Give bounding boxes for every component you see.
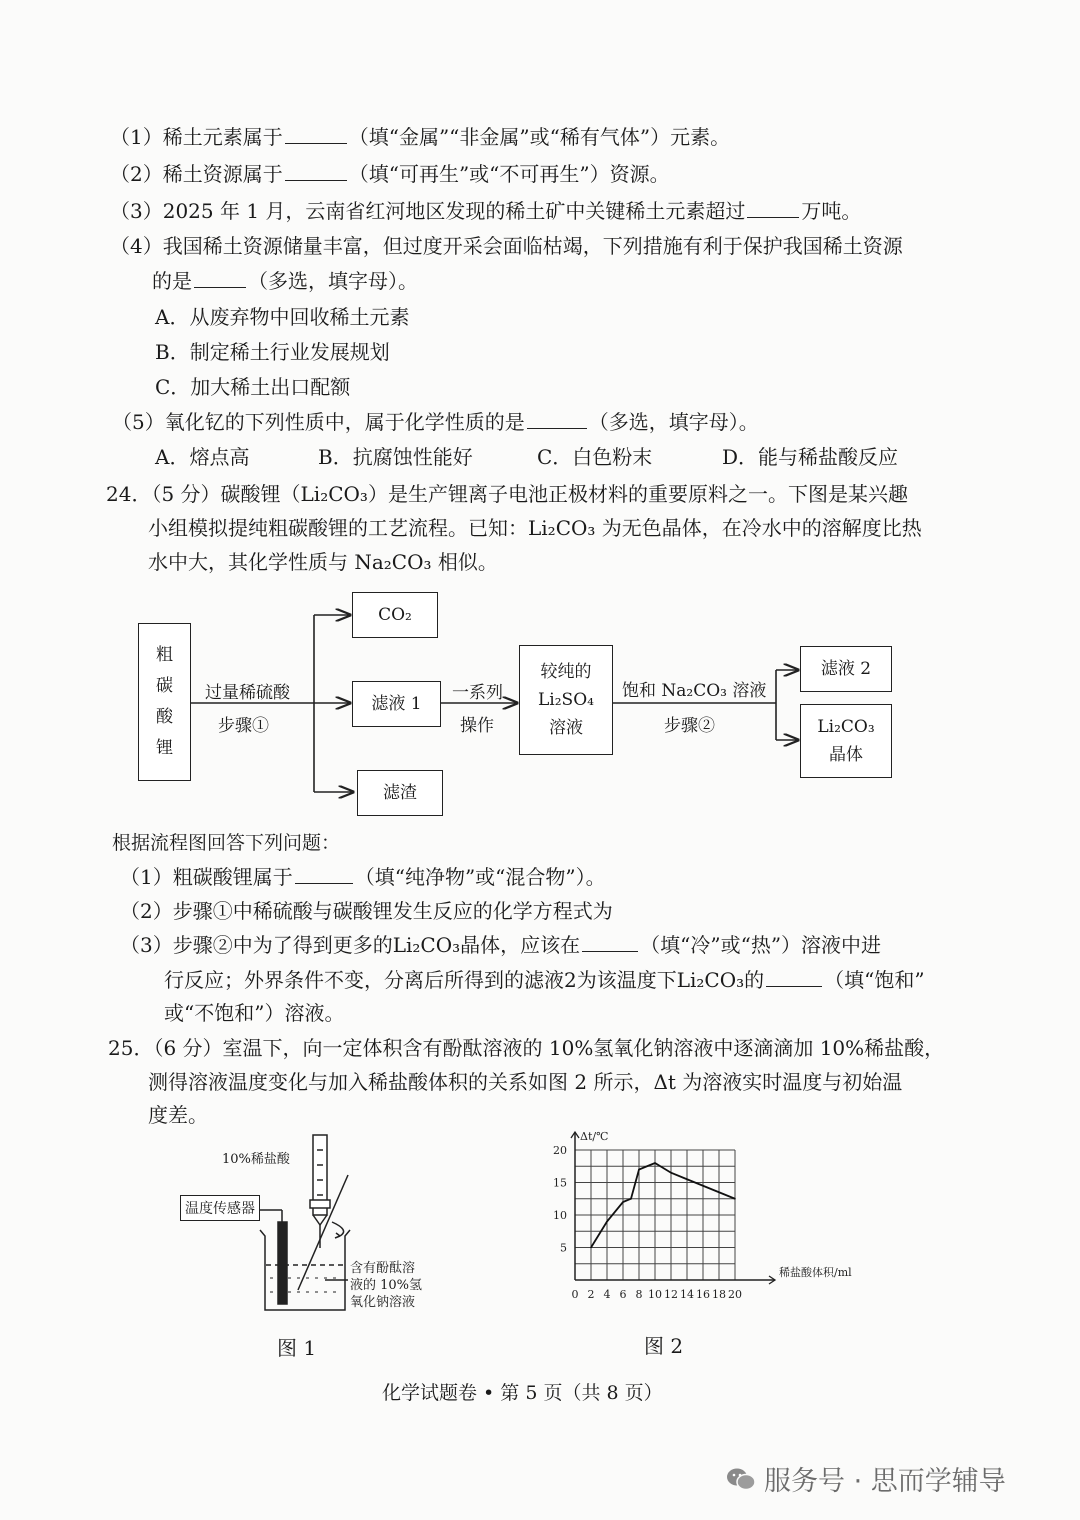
data-point: [638, 1169, 640, 1171]
data-point: [630, 1198, 632, 1200]
q23-part5-option-d: D．能与稀盐酸反应: [722, 445, 899, 469]
x-tick-label: 10: [648, 1288, 662, 1301]
temperature-series-line: [591, 1163, 735, 1248]
data-point: [734, 1198, 736, 1200]
q23-part1: （1）稀土元素属于 （填“金属”“非金属”或“稀有气体”）元素。: [110, 125, 731, 149]
q23-part4: （4）我国稀土资源储量丰富，但过度开采会面临枯竭，下列措施有利于保护我国稀土资源: [110, 234, 903, 258]
q23-part3: （3）2025 年 1 月，云南省红河地区发现的稀土矿中关键稀土元素超过 万吨。: [110, 199, 862, 223]
q24-stem-line3: 水中大，其化学性质与 Na₂CO₃ 相似。: [148, 550, 498, 574]
x-axis-label: 稀盐酸体积/ml: [779, 1266, 852, 1279]
li2so4-box: 较纯的 Li₂SO₄ 溶液: [519, 645, 613, 755]
data-point: [670, 1172, 672, 1174]
residue-box: 滤渣: [357, 770, 443, 816]
watermark: 服务号 · 思而学辅导: [726, 1459, 1006, 1499]
y-tick-label: 15: [553, 1176, 567, 1190]
y-tick-label: 10: [553, 1209, 567, 1222]
data-point: [622, 1201, 624, 1203]
q24-stem-line1: 24．（5 分）碳酸锂（Li₂CO₃）是生产锂离子电池正极材料的重要原料之一。下图是某兴趣: [106, 482, 908, 506]
data-point: [606, 1221, 608, 1223]
step2-label: 步骤②: [664, 716, 715, 736]
q24-sub3-line2: 行反应；外界条件不变，分离后所得到的滤液2为该温度下Li₂CO₃的 （填“饱和”: [164, 968, 925, 992]
data-point: [646, 1165, 648, 1167]
q23-part5: （5）氧化钇的下列性质中，属于化学性质的是 （多选，填字母）。: [112, 410, 759, 434]
q23-part2: （2）稀土资源属于 （填“可再生”或“不可再生”）资源。: [110, 162, 670, 186]
x-tick-label: 0: [571, 1288, 579, 1301]
x-tick-label: 12: [664, 1288, 678, 1301]
data-point: [654, 1162, 656, 1164]
q24-stem-line2: 小组模拟提纯粗碳酸锂的工艺流程。已知：Li₂CO₃ 为无色晶体，在冷水中的溶解度比热: [148, 516, 922, 540]
x-tick-label: 20: [728, 1288, 742, 1301]
q24-sub3-line3: 或“不饱和”）溶液。: [164, 1001, 345, 1025]
q23-part5-option-b: B．抗腐蚀性能好: [318, 445, 473, 469]
q24-sub2: （2）步骤①中稀硫酸与碳酸锂发生反应的化学方程式为: [120, 899, 613, 923]
filtrate1-box: 滤液 1: [352, 681, 441, 727]
x-tick-label: 14: [680, 1288, 694, 1301]
wechat-icon: [726, 1466, 756, 1499]
series-label: 一系列: [452, 683, 503, 703]
step1-label: 步骤①: [218, 716, 269, 736]
x-tick-label: 4: [603, 1288, 611, 1301]
x-tick-label: 8: [635, 1288, 643, 1301]
x-tick-label: 18: [712, 1288, 726, 1301]
temperature-chart: [540, 1120, 880, 1330]
y-tick-label: 20: [553, 1144, 567, 1157]
figure2-caption: 图 2: [644, 1334, 684, 1358]
q23-part5-option-a: A．熔点高: [155, 445, 250, 469]
figure1-caption: 图 1: [277, 1336, 317, 1360]
data-point: [718, 1191, 720, 1193]
x-tick-label: 16: [696, 1288, 710, 1301]
q25-stem-line1: 25．（6 分）室温下，向一定体积含有酚酞溶液的 10%氢氧化钠溶液中逐滴滴加 10%稀盐酸，: [108, 1036, 945, 1060]
x-tick-label: 2: [587, 1288, 595, 1301]
q23-option-b: B．制定稀土行业发展规划: [155, 340, 390, 364]
operation-label: 操作: [460, 716, 494, 736]
data-point: [590, 1247, 592, 1249]
q24-sub3: （3）步骤②中为了得到更多的Li₂CO₃晶体，应该在 （填“冷”或“热”）溶液中进: [120, 933, 882, 957]
y-axis-label: Δt/℃: [580, 1130, 609, 1143]
q23-option-a: A．从废弃物中回收稀土元素: [155, 305, 410, 329]
q25-stem-line3: 度差。: [148, 1103, 208, 1127]
acid-label: 过量稀硫酸: [205, 683, 290, 703]
acid-label-fig1: 10%稀盐酸: [222, 1152, 290, 1167]
li2co3-crystal-box: Li₂CO₃ 晶体: [800, 704, 892, 778]
page-footer: 化学试题卷 • 第 5 页（共 8 页）: [382, 1382, 663, 1404]
q24-intro: 根据流程图回答下列问题：: [112, 832, 341, 854]
x-tick-label: 6: [619, 1288, 627, 1301]
q23-option-c: C．加大稀土出口配额: [155, 375, 351, 399]
q25-stem-line2: 测得溶液温度变化与加入稀盐酸体积的关系如图 2 所示，Δt 为溶液实时温度与初始温: [148, 1070, 903, 1094]
data-point: [686, 1178, 688, 1180]
na2co3-label: 饱和 Na₂CO₃ 溶液: [622, 681, 767, 701]
solution-label: 含有酚酞溶 液的 10%氢 氧化钠溶液: [350, 1261, 423, 1310]
q24-sub1: （1）粗碳酸锂属于 （填“纯净物”或“混合物”）。: [120, 865, 606, 889]
data-point: [702, 1185, 704, 1187]
y-tick-label: 5: [560, 1241, 567, 1255]
q23-part5-option-c: C．白色粉末: [537, 445, 653, 469]
co2-box: CO₂: [352, 592, 438, 638]
filtrate2-box: 滤液 2: [800, 646, 892, 692]
q23-part4-line2: 的是 （多选，填字母）。: [152, 269, 418, 293]
sensor-label: 温度传感器: [180, 1195, 260, 1221]
raw-lithium-carbonate-box: 粗 碳 酸 锂: [138, 623, 191, 781]
